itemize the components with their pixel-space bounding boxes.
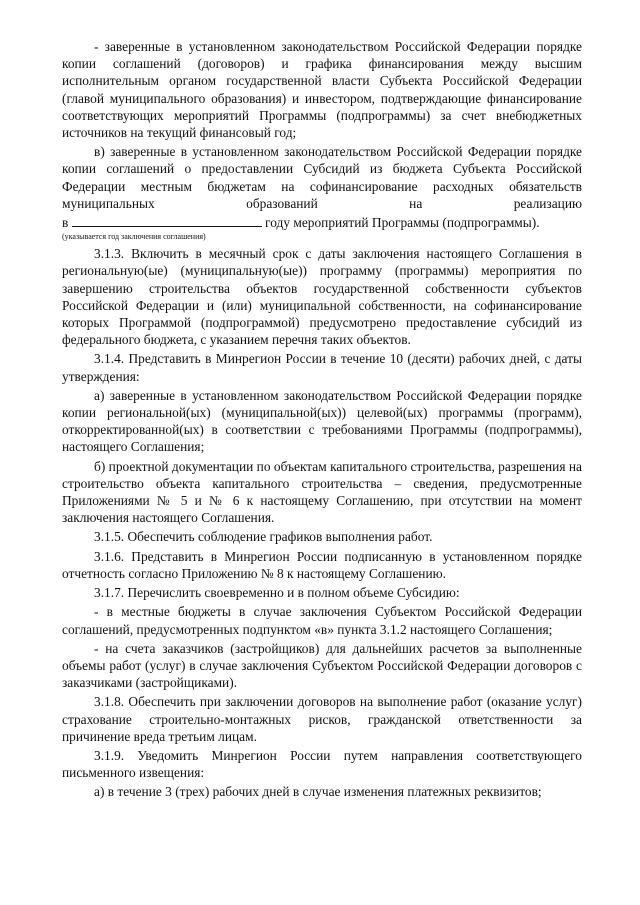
paragraph-3-1-7: 3.1.7. Перечислить своевременно и в полном объеме Субсидию:: [94, 585, 460, 601]
paragraph-3-1-9-a: а) в течение 3 (трех) рабочих дней в случае изменения платежных реквизитов;: [94, 784, 542, 800]
paragraph-3-1-8: 3.1.8. Обеспечить при заключении договоров на выполнение работ (оказание услуг) страхование строительно-монтажных рисков, гражданской ответственности за причинение вреда третьим лицам.: [62, 694, 582, 744]
paragraph-year-line: [62, 214, 582, 231]
paragraph-customer-accounts: - на счета заказчиков (застройщиков) для дальнейших расчетов за выполненные объемы работ (услуг) в случае заключения Субъектом Российской Федерации договоров с заказчиками (застройщиками).: [62, 640, 582, 691]
year-line-suffix: году мероприятий Программы (подпрограммы).: [265, 215, 540, 231]
year-blank-field: [72, 215, 262, 227]
paragraph-3-1-5: 3.1.5. Обеспечить соблюдение графиков выполнения работ.: [94, 529, 433, 545]
paragraph-3-1-9: 3.1.9. Уведомить Минрегион России путем направления соответствующего письменного извещения:: [62, 747, 582, 781]
paragraph-subsidy-agreements: в) заверенные в установленном законодательством Российской Федерации порядке копии соглашений о предоставлении Субсидий из бюджета Субъекта Российской Федерации местным бюджетам на софинансирование расходных обязательств муниципальных образований на реализацию: [62, 144, 582, 211]
paragraph-local-budgets: - в местные бюджеты в случае заключения Субъектом Российской Федерации соглашений, предусмотренных подпунктом «в» пункта 3.1.2 настоящего Соглашения;: [62, 604, 582, 637]
paragraph-3-1-4: 3.1.4. Представить в Минрегион России в течение 10 (десяти) рабочих дней, с даты утверждения:: [62, 351, 582, 384]
paragraph-3-1-4-a: а) заверенные в установленном законодательством Российской Федерации порядке копии региональной(ых) (муниципальной(ых)) целевой(ых) программы (программ), откорректированной(ых) в соответствии с требованиями Программы (подпрограммы), настоящего Соглашения;: [62, 387, 582, 455]
year-note: (указывается год заключения соглашения): [62, 232, 206, 242]
year-line-prefix: в: [62, 215, 69, 231]
paragraph-3-1-3: 3.1.3. Включить в месячный срок с даты заключения настоящего Соглашения в региональную(ые) (муниципальную(ые)) программу (программы) мероприятия по завершению строительства объектов государственной собственности субъектов Российской Федерации и (или) муниципальной собственности, на софинансирование которых Программой (подпрограммой) предусмотрено предоставление субсидий из федерального бюджета, с указанием перечня таких объектов.: [62, 246, 582, 348]
paragraph-3-1-4-b: б) проектной документации по объектам капитального строительства, разрешения на строительство объекта капитального строительства – сведения, предусмотренные Приложениями № 5 и № 6 к настоящему Соглашению, при отсутствии на момент заключения настоящего Соглашения.: [62, 458, 582, 526]
document-page: [62, 38, 582, 803]
paragraph-3-1-6: 3.1.6. Представить в Минрегион России подписанную в установленном порядке отчетность согласно Приложению № 8 к настоящему Соглашению.: [62, 548, 582, 581]
paragraph-financing-copies: - заверенные в установленном законодательством Российской Федерации порядке копии соглашений (договоров) и графика финансирования между высшим исполнительным органом государственной власти Субъекта Российской Федерации (главой муниципального образования) и инвестором, подтверждающие финансирование соответствующих мероприятий Программы (подпрограммы) за счет внебюджетных источников на текущий финансовый год;: [62, 39, 582, 141]
